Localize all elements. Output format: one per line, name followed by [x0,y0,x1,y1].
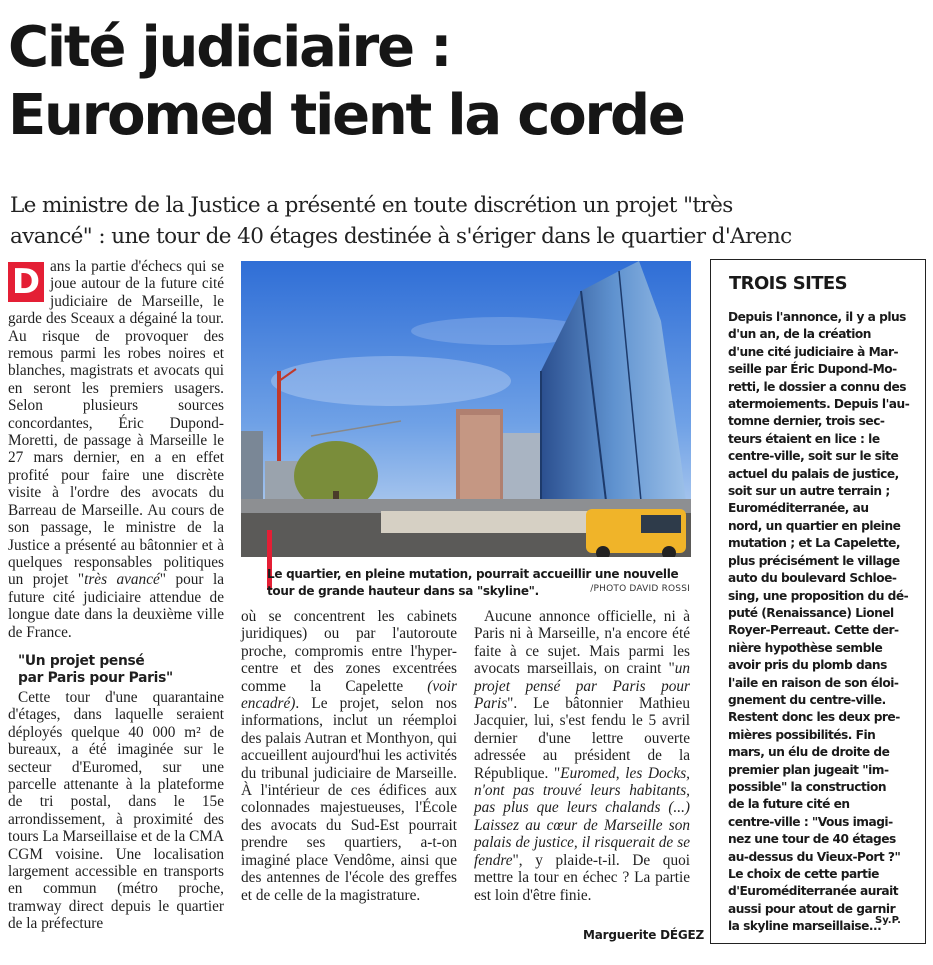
sidebar-line: avoir pris du plomb dans [728,658,887,673]
subhead [18,653,224,687]
intro-text: ans la partie d'échecs qui se joue autour de la future cité judiciaire de Marseille, le garde des Sceaux a dégainé la tour. Au risque de provoquer des remous parmi les robes noires et blanches, magistrats et avocats qui en seront les premiers usagers. Selon plusieurs sources concordantes, Éric Dupond-Moretti, de passage à Marseille le 27 mars dernier, en a en effet profité pour faire une discrète visite à l'ordre des avocats du Barreau de Marseille. Au cours de son passage, le ministre de la Justice a présenté au bâtonnier et à quelques responsables politiques un projet " [8,258,224,589]
sidebar-line: d'un an, de la création [728,327,871,342]
sidebar-line: Royer-Perreaut. Cette der- [728,623,899,638]
intro-paragraph [8,258,224,641]
standfirst-line-1: Le ministre de la Justice a présenté en toute discrétion un projet "très [10,193,733,218]
sidebar-line: Restent donc les deux pre- [728,710,900,725]
subhead-line-1: "Un projet pensé [18,652,145,669]
headline-line-1: Cité judiciaire : [8,15,451,80]
column-2-italic: (voir encadré) [241,677,457,713]
column-3-part-b: ". Le bâtonnier Mathieu Jacquier, lui, s'est fendu le 5 avril dernier d'une lettre ouverte adressée au président de la République. " [474,695,690,782]
sidebar-line: gnement du centre-ville. [728,692,886,707]
column-3-italic-1: un projet pensé par Paris pour Paris [474,660,690,713]
sidebar-line: premier plan jugeait "im- [728,762,889,777]
article-photo [241,261,691,557]
sidebar-title: TROIS SITES [729,273,847,294]
sidebar-line: l'aile en raison de son éloi- [728,675,899,690]
column-2-part-a: où se concentrent les cabinets juridiques) ou par l'autoroute proche, compromis entre l'hyper-centre et des zones excentrées comme la Capelette [241,608,457,695]
intro-italic: très avancé [84,571,160,589]
sidebar-line: plus précisément le village [728,553,900,568]
sidebar-line: la skyline marseillaise... [728,919,882,934]
sidebar-line: teurs étaient en lice : le [728,431,880,446]
headline-line-2: Euromed tient la corde [8,83,684,148]
article-column-3 [474,608,690,904]
photo-caption [267,566,691,600]
sidebar-line: actuel du palais de justice, [728,466,899,481]
byline: Marguerite DÉGEZ [583,928,705,942]
column-3-text [474,608,690,904]
standfirst [10,190,925,252]
caption-line-2: tour de grande hauteur dans sa "skyline". [267,584,539,598]
column-3-part-c: ", y plaide-t-il. De quoi mettre la tour en échec ? La partie est loin d'être finie. [474,851,690,904]
headline [8,14,908,150]
subhead-line-2: par Paris pour Paris" [18,669,173,686]
sidebar-signature: Sy.P. [875,915,901,926]
standfirst-line-2: avancé" : une tour de 40 étages destinée à s'ériger dans le quartier d'Arenc [10,224,792,249]
article-column-1 [8,258,224,933]
sidebar-line: Euroméditerranée, au [728,501,869,516]
sidebar-line: sing, une proposition du dé- [728,588,909,603]
caption-line-1: Le quartier, en pleine mutation, pourrait accueillir une nouvelle [267,567,679,581]
article-column-2 [241,608,457,904]
sidebar-line: auto du boulevard Schloe- [728,571,897,586]
intro-end: " pour la future cité judiciaire attendue de longue date dans la deuxième ville de France. [8,571,224,641]
paragraph-2-text: Cette tour d'une quarantaine d'étages, dans laquelle seraient déployés quelque 40 000 m² de bureaux, a été imaginée sur le secteur d'Euromed, sur une parcelle attenante à la plateforme de tri postal, dans le 15e arrondissement, à proximité des tours La Marseillaise et de la CMA CGM voisine. Une localisation largement accessible en transports en commun (métro proche, tramway direct depuis le quartier de la préfecture [8,688,224,933]
sidebar-line: aussi pour atout de garnir [728,901,896,916]
sidebar-line: nord, un quartier en pleine [728,518,901,533]
sidebar-line: seille par Éric Dupond-Mo- [728,362,897,377]
sidebar-line: soit sur un autre terrain ; [728,484,890,499]
sidebar-line: mutation ; et La Capelette, [728,536,901,551]
sidebar-line: possible" la construction [728,779,887,794]
column-3-italic-2: Euromed, les Docks, n'ont pas trouvé leurs habitants, pas plus que leurs chalands (...) Laissez au cœur de Marseille son palais de justice, il risquerait de se fendre [474,764,690,869]
sidebar-line: d'Euroméditerranée aurait [728,884,899,899]
sidebar-line: centre-ville, soit sur le site [728,449,899,464]
sidebar-line: nez une tour de 40 étages [728,832,896,847]
paragraph-2 [8,689,224,933]
sidebar-line: tomne dernier, trois sec- [728,414,885,429]
sidebar-line: retti, le dossier a connu des [728,379,907,394]
sidebar-line: au-dessus du Vieux-Port ?" [728,849,901,864]
column-3-part-a: Aucune annonce officielle, ni à Paris ni à Marseille, n'a encore été faite à ce sujet. Mais parmi les avocats marseillais, on craint " [474,608,690,678]
sidebar-line: de la future cité en [728,797,850,812]
sidebar-body [728,309,912,936]
sidebar-line: puté (Renaissance) Lionel [728,605,894,620]
column-2-part-b: . Le projet, selon nos informations, inclut un réemploi des palais Autran et Monthyon, qui accueillent aujourd'hui les activités du tribunal judiciaire de Marseille. À l'intérieur de ces édifices aux colonnades majestueuses, l'École des avocats du Sud-Est pourrait prendre ses quartiers, a-t-on imaginé place Vendôme, ainsi que des antennes de l'école des greffes et de celle de la magistrature. [241,695,457,904]
sidebar-line: mars, un élu de droite de [728,745,890,760]
sidebar-line: nière hypothèse semble [728,640,883,655]
drop-cap: D [8,262,44,302]
sidebar-line: Le choix de cette partie [728,867,879,881]
sidebar-line: Depuis l'annonce, il y a plus [728,310,906,324]
sidebar-line: atermoiements. Depuis l'au- [728,397,910,412]
column-2-text [241,608,457,904]
photo-credit: /PHOTO DAVID ROSSI [590,584,690,594]
sidebar-line: centre-ville : "Vous imagi- [728,814,893,829]
sidebar-line: mières possibilités. Fin [728,727,876,742]
cityscape-photo [241,261,691,557]
sidebar-line: d'une cité judiciaire à Mar- [728,344,899,359]
